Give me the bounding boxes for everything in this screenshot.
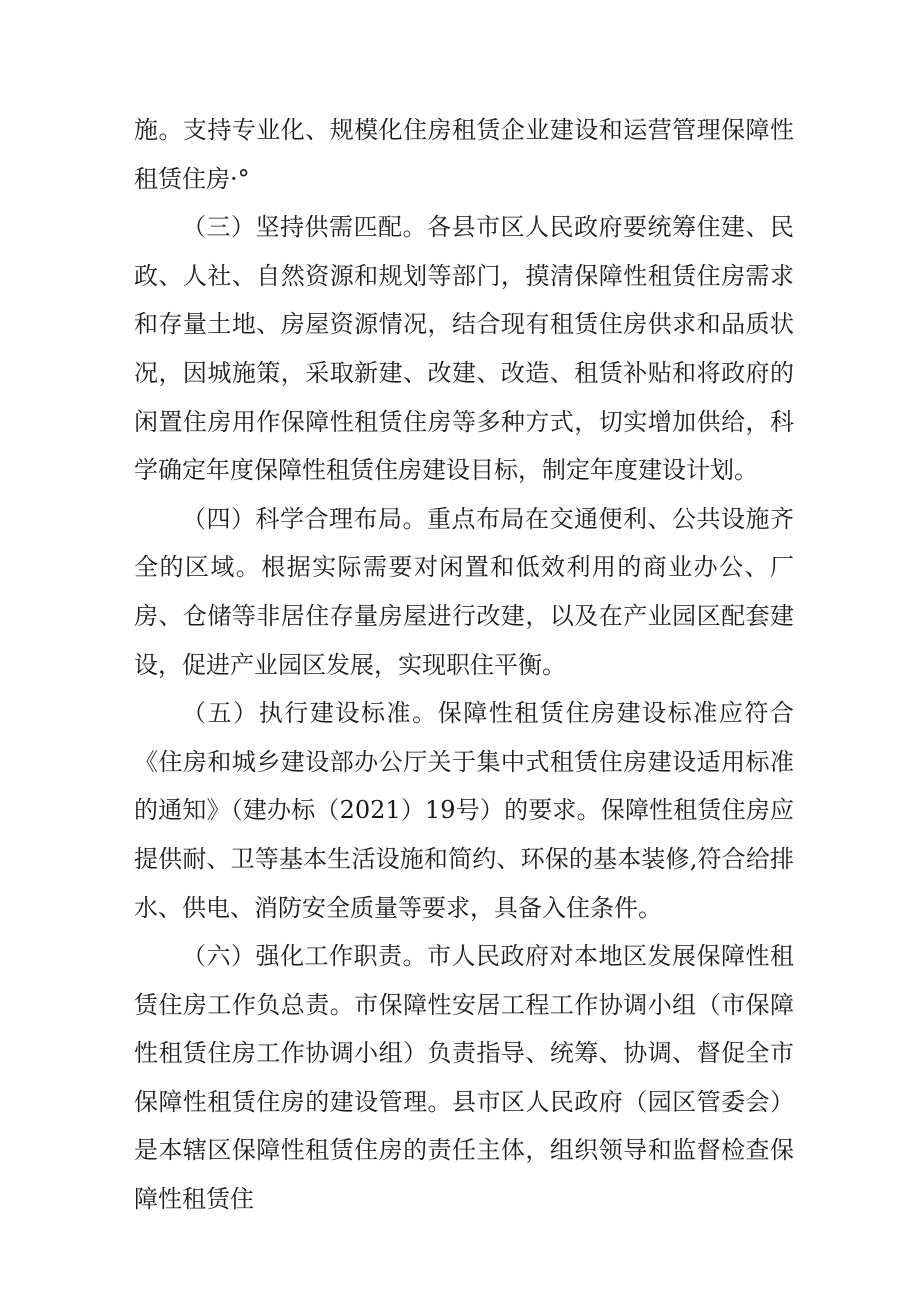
document-body: [134, 106, 794, 1224]
paragraph-layout: （四）科学合理布局。重点布局在交通便利、公共设施齐全的区域。根据实际需要对闲置和低效利用的商业办公、厂房、仓储等非居住存量房屋进行改建，以及在产业园区配套建设，促进产业园区发展，实现职住平衡。: [134, 504, 794, 679]
paragraph-standards: （五）执行建设标准。保障性租赁住房建设标准应符合《住房和城乡建设部办公厅关于集中式租赁住房建设适用标准的通知》（建办标（2021）19号）的要求。保障性租赁住房应提供耐、卫等基本生活设施和简约、环保的基本装修,符合给排水、供电、消防安全质量等要求，具备入住条件。: [134, 699, 794, 922]
paragraph-continuation: 施。支持专业化、规模化住房租赁企业建设和运营管理保障性租赁住房·°: [134, 116, 794, 193]
paragraph-responsibilities: （六）强化工作职责。市人民政府对本地区发展保障性租赁住房工作负总责。市保障性安居工程工作协调小组（市保障性租赁住房工作协调小组）负责指导、统筹、协调、督促全市保障性租赁住房的建设管理。县市区人民政府（园区管委会）是本辖区保障性租赁住房的责任主体，组织领导和监督检查保障性租赁住: [134, 942, 794, 1214]
paragraph-supply-demand: （三）坚持供需匹配。各县市区人民政府要统筹住建、民政、人社、自然资源和规划等部门，摸清保障性租赁住房需求和存量土地、房屋资源情况，结合现有租赁住房供求和品质状况，因城施策，采取新建、改建、改造、租赁补贴和将政府的闲置住房用作保障性租赁住房等多种方式，切实增加供给，科学确定年度保障性租赁住房建设目标，制定年度建设计划。: [134, 213, 794, 485]
